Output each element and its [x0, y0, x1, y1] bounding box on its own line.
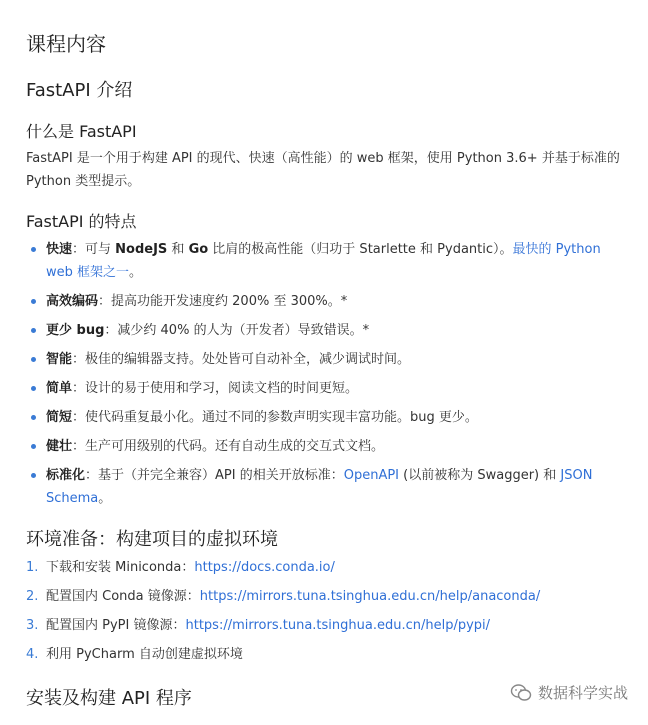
- page-title: 课程内容: [26, 32, 106, 56]
- list-item: 标准化：基于（并完全兼容）API 的相关开放标准：OpenAPI (以前被称为 Swagger) 和 JSON Schema。: [26, 464, 630, 510]
- install-heading: 安装及构建 API 程序: [26, 688, 192, 709]
- what-heading: 什么是 FastAPI: [26, 122, 137, 141]
- bullet-icon: [31, 328, 36, 333]
- list-item: 高效编码：提高功能开发速度约 200% 至 300%。*: [26, 290, 630, 313]
- step-number: 3.: [26, 618, 39, 633]
- bullet-icon: [31, 299, 36, 304]
- step-number: 4.: [26, 647, 39, 662]
- watermark: [510, 682, 628, 703]
- features-list: [26, 238, 630, 516]
- list-item: 简短：使代码重复最小化。通过不同的参数声明实现丰富功能。bug 更少。: [26, 406, 630, 429]
- env-steps-list: [26, 556, 630, 672]
- bullet-icon: [31, 247, 36, 252]
- list-item: 简单：设计的易于使用和学习，阅读文档的时间更短。: [26, 377, 630, 400]
- bullet-icon: [31, 444, 36, 449]
- conda-mirror-link[interactable]: https://mirrors.tuna.tsinghua.edu.cn/help/anaconda/: [199, 589, 541, 604]
- fastest-framework-link[interactable]: 最快的 Python web 框架之一: [46, 242, 601, 280]
- intro-heading: FastAPI 介绍: [26, 80, 133, 101]
- step-number: 1.: [26, 560, 39, 575]
- list-item: 1. 下载和安装 Miniconda：https://docs.conda.io/: [26, 556, 630, 585]
- list-item: 更少 bug：减少约 40% 的人为（开发者）导致错误。*: [26, 319, 630, 342]
- bullet-icon: [31, 357, 36, 362]
- wechat-icon: [510, 683, 532, 703]
- step-number: 2.: [26, 589, 39, 604]
- watermark-text: 数据科学实战: [537, 684, 628, 702]
- json-schema-link[interactable]: JSON Schema: [46, 468, 593, 506]
- list-item: 3. 配置国内 PyPI 镜像源：https://mirrors.tuna.tsinghua.edu.cn/help/pypi/: [26, 614, 630, 643]
- what-paragraph: FastAPI 是一个用于构建 API 的现代、快速（高性能）的 web 框架，使用 Python 3.6+ 并基于标准的 Python 类型提示。: [26, 151, 620, 189]
- openapi-link[interactable]: OpenAPI: [343, 468, 400, 483]
- miniconda-link[interactable]: https://docs.conda.io/: [194, 560, 335, 575]
- env-heading: 环境准备：构建项目的虚拟环境: [26, 529, 278, 550]
- bullet-icon: [31, 386, 36, 391]
- bullet-icon: [31, 473, 36, 478]
- pypi-mirror-link[interactable]: https://mirrors.tuna.tsinghua.edu.cn/help/pypi/: [185, 618, 491, 633]
- list-item: 健壮：生产可用级别的代码。还有自动生成的交互式文档。: [26, 435, 630, 458]
- list-item: 2. 配置国内 Conda 镜像源：https://mirrors.tuna.tsinghua.edu.cn/help/anaconda/: [26, 585, 630, 614]
- list-item: 快速：可与 NodeJS 和 Go 比肩的极高性能（归功于 Starlette 和 Pydantic）。最快的 Python web 框架之一。: [26, 238, 630, 284]
- features-heading: FastAPI 的特点: [26, 212, 137, 231]
- list-item: 4. 利用 PyCharm 自动创建虚拟环境: [26, 643, 630, 672]
- list-item: 智能：极佳的编辑器支持。处处皆可自动补全，减少调试时间。: [26, 348, 630, 371]
- bullet-icon: [31, 415, 36, 420]
